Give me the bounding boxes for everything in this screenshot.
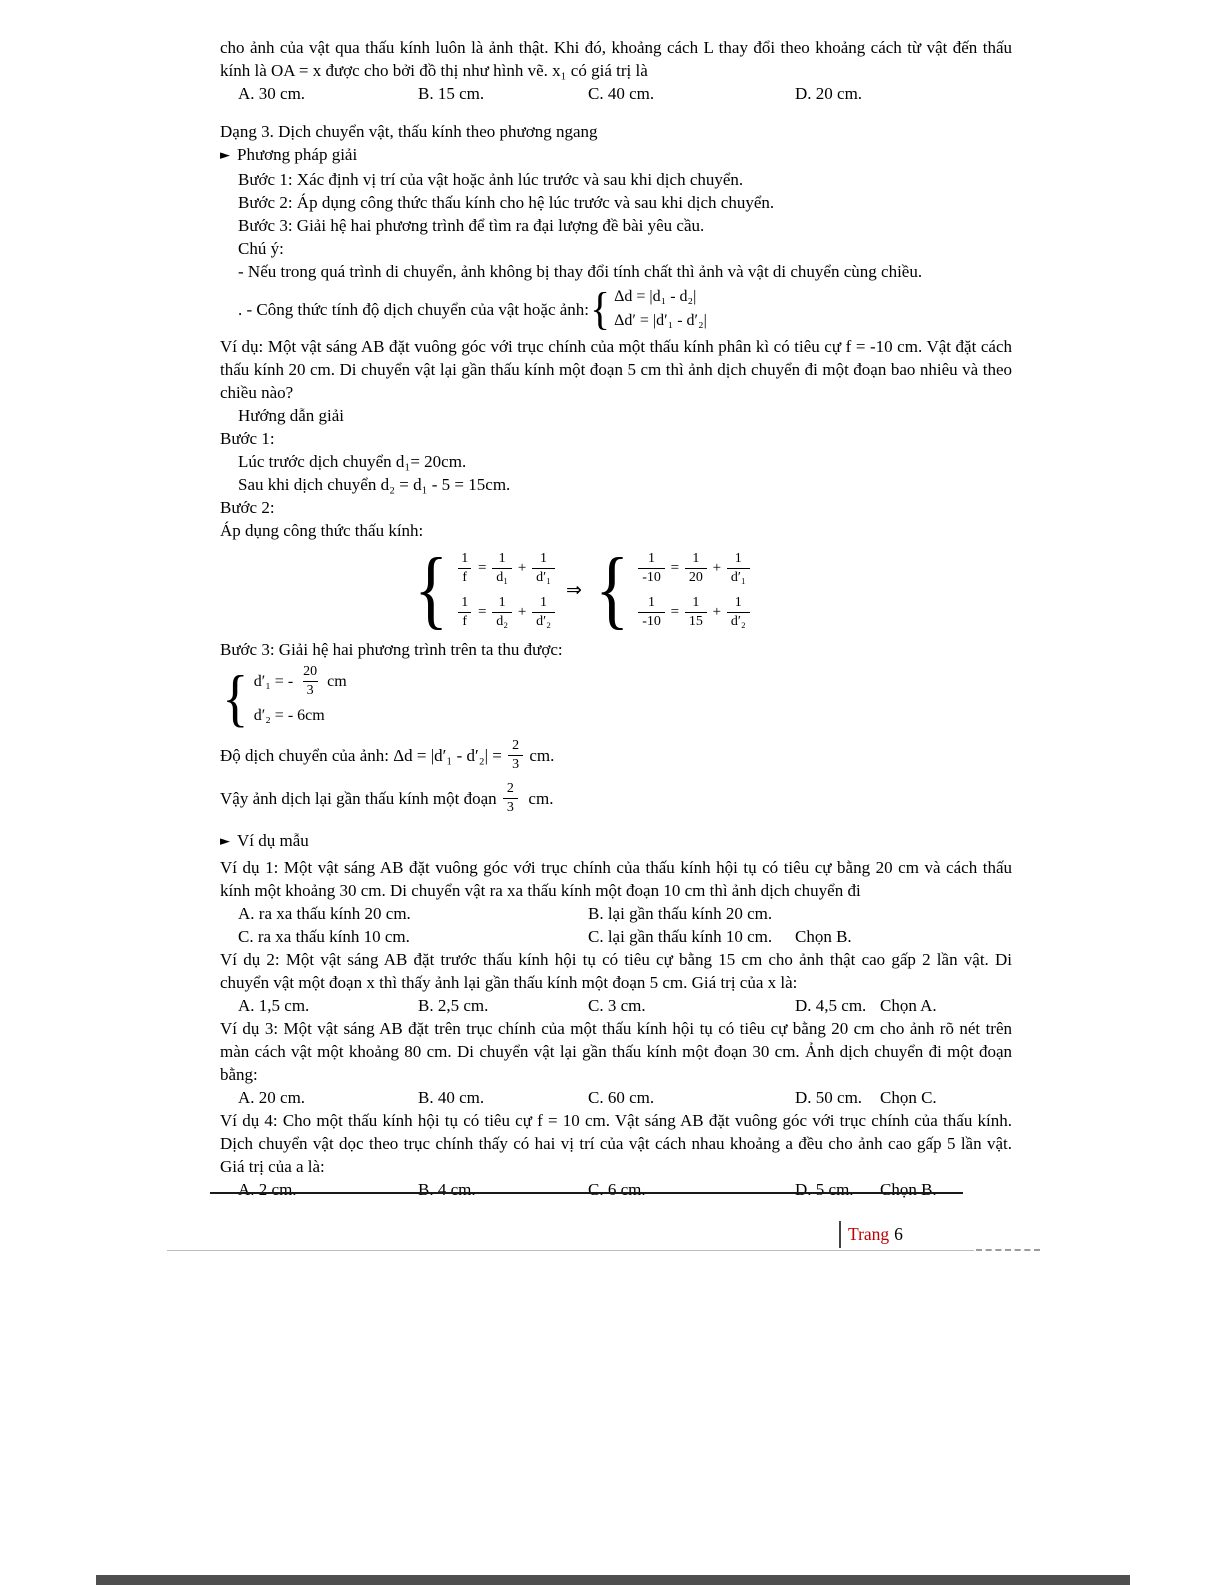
page-label: Trang — [848, 1224, 890, 1244]
option-c: C. 3 cm. — [588, 996, 646, 1015]
option-d: D. 5 cm. — [795, 1180, 854, 1199]
lens-equation-block — [410, 542, 1012, 638]
left-brace: { — [595, 541, 629, 638]
answer-choice: Chọn B. — [795, 927, 852, 946]
arrow-bullet-icon: ► — [220, 148, 230, 163]
guide-header: Hướng dẫn giải — [238, 406, 345, 425]
worked-problem: Ví dụ: Một vật sáng AB đặt vuông góc với trục chính của một thấu kính phân kì có tiêu cự f = -10 cm. Vật đặt cách thấu kính 20 cm. Di chuyển vật lại gần thấu kính một đoạn 5 cm thì ảnh dịch chuyển đi một đoạn bao nhiêu và theo chiều nào? — [220, 337, 1012, 402]
intro-option-row — [220, 82, 1012, 105]
option-a: A. ra xa thấu kính 20 cm. — [238, 904, 411, 923]
answer-choice: Chọn B. — [880, 1180, 937, 1199]
option-a: A. 20 cm. — [238, 1088, 306, 1107]
footer-rule — [210, 1192, 963, 1194]
image-shift-result: Độ dịch chuyển của ảnh: Δd = |d′₁ - d′₂| = $\frac{2}{3}$ cm. — [220, 738, 555, 772]
left-brace: { — [414, 541, 449, 638]
method-header — [220, 143, 1012, 168]
step2-intro: Áp dụng công thức thấu kính: — [220, 521, 424, 540]
left-brace: { — [590, 283, 611, 334]
delta-d-object-formula: Δd = |d₁ - d₂| — [614, 288, 697, 305]
method-step-2: Bước 2: Áp dụng công thức thấu kính cho hệ lúc trước và sau khi dịch chuyển. — [238, 193, 775, 212]
implies-arrow: ⇒ — [566, 578, 582, 601]
option-d: D. 4,5 cm. — [795, 996, 867, 1015]
lens-eq-2: $\frac{1}{f}$ = $\frac{1}{\text{d₂}}$ + $\frac{1}{\text{d′₂}}$ — [452, 590, 557, 634]
option-b: B. 4 cm. — [418, 1180, 476, 1199]
shift-formula-system — [589, 285, 707, 333]
spacer — [220, 105, 1012, 120]
note-label: Chú ý: — [238, 239, 284, 258]
note-text: - Nếu trong quá trình di chuyển, ảnh không bị thay đổi tính chất thì ảnh và vật di chuyển cùng chiều. — [238, 262, 923, 281]
example4-options — [220, 1178, 1012, 1201]
solution-d2: d′₂ = - 6cm — [253, 706, 325, 724]
example2-text: Ví dụ 2: Một vật sáng AB đặt trước thấu kính hội tụ có tiêu cự bằng 15 cm cho ảnh thật cao gấp 2 lần vật. Di chuyển vật một đoạn x thì thấy ảnh lại gần thấu kính một đoạn 5 cm. Giá trị của x là: — [220, 950, 1012, 992]
page-boundary-line — [167, 1250, 974, 1251]
delta-d-image-formula: Δd′ = |d′₁ - d′₂| — [614, 312, 707, 329]
intro-paragraph: cho ảnh của vật qua thấu kính luôn là ảnh thật. Khi đó, khoảng cách L thay đổi theo khoảng cách từ vật đến thấu kính là OA = x được cho bởi đồ thị như hình vẽ. x₁ có giá trị là — [220, 38, 1012, 80]
example3-options — [220, 1086, 1012, 1109]
method-title: Phương pháp giải — [237, 145, 358, 164]
option-c: C. ra xa thấu kính 10 cm. — [238, 927, 410, 946]
option-a: A. 30 cm. — [238, 84, 306, 103]
option-b: B. lại gần thấu kính 20 cm. — [588, 904, 773, 923]
option-b: B. 15 cm. — [418, 84, 485, 103]
lens-system-symbolic — [410, 541, 557, 638]
shift-formula-row — [220, 283, 1012, 335]
step1-label: Bước 1: — [220, 429, 275, 448]
example4-text: Ví dụ 4: Cho một thấu kính hội tụ có tiêu cự f = 10 cm. Vật sáng AB đặt vuông góc với trục chính của thấu kính. Dịch chuyển vật dọc theo trục chính thấy có hai vị trí của vật cách nhau khoảng a đều cho ảnh cao gấp 5 lần vật. Giá trị của a là: — [220, 1111, 1012, 1176]
lens-system-numeric — [591, 541, 752, 638]
example1-options-row2 — [220, 925, 1012, 948]
page-number — [839, 1221, 903, 1248]
lens-eq-3: $\frac{1}{-10}$ = $\frac{1}{20}$ + $\frac{1}{\text{d′₁}}$ — [633, 546, 752, 590]
option-a: A. 2 cm. — [238, 1180, 297, 1199]
option-d: C. lại gần thấu kính 10 cm. — [588, 927, 773, 946]
option-a: A. 1,5 cm. — [238, 996, 310, 1015]
page-content — [220, 36, 1012, 1201]
page-number-separator — [839, 1221, 841, 1248]
left-brace: { — [222, 662, 249, 733]
method-step-1: Bước 1: Xác định vị trí của vật hoặc ảnh lúc trước và sau khi dịch chuyển. — [238, 170, 744, 189]
step3-label: Bước 3: Giải hệ hai phương trình trên ta thu được: — [220, 640, 563, 659]
lens-eq-4: $\frac{1}{-10}$ = $\frac{1}{15}$ + $\frac{1}{\text{d′₂}}$ — [633, 590, 752, 634]
examples-title: Ví dụ mẫu — [237, 831, 309, 850]
examples-header — [220, 829, 1012, 854]
example2-options — [220, 994, 1012, 1017]
option-c: C. 60 cm. — [588, 1088, 655, 1107]
option-b: B. 2,5 cm. — [418, 996, 489, 1015]
answer-choice: Chọn A. — [880, 996, 937, 1015]
option-c: C. 40 cm. — [588, 84, 655, 103]
example1-options-row1 — [220, 902, 1012, 925]
option-d: D. 50 cm. — [795, 1088, 863, 1107]
option-d: D. 20 cm. — [795, 84, 863, 103]
option-b: B. 40 cm. — [418, 1088, 485, 1107]
solution-d1: d′₁ = - $\frac{20}{3}$ cm — [253, 664, 347, 698]
page-value: 6 — [894, 1224, 903, 1244]
lens-eq-1: $\frac{1}{f}$ = $\frac{1}{\text{d₁}}$ + $\frac{1}{\text{d′₁}}$ — [452, 546, 557, 590]
answer-choice: Chọn C. — [880, 1088, 937, 1107]
section-title: Dạng 3. Dịch chuyển vật, thấu kính theo phương ngang — [220, 122, 598, 141]
step2-label: Bước 2: — [220, 498, 275, 517]
step1-line-after: Sau khi dịch chuyển d₂ = d₁ - 5 = 15cm. — [238, 475, 511, 494]
example1-text: Ví dụ 1: Một vật sáng AB đặt vuông góc với trục chính của thấu kính hội tụ có tiêu cự bằng 20 cm và cách thấu kính một khoảng 30 cm. Di chuyển vật ra xa thấu kính một đoạn 10 cm thì ảnh dịch chuyển đi — [220, 858, 1012, 900]
step1-line-before: Lúc trước dịch chuyển d₁= 20cm. — [238, 452, 467, 471]
example3-text: Ví dụ 3: Một vật sáng AB đặt trên trục chính của một thấu kính hội tụ có tiêu cự bằng 20 cm cho ảnh rõ nét trên màn cách vật một khoảng 80 cm. Di chuyển vật lại gần thấu kính một đoạn 30 cm. Ảnh dịch chuyển đi một đoạn bằng: — [220, 1019, 1012, 1084]
solution-system — [220, 663, 347, 733]
conclusion-line: Vậy ảnh dịch lại gần thấu kính một đoạn $\frac{2}{3}$ cm. — [220, 781, 554, 815]
option-c: C. 6 cm. — [588, 1180, 646, 1199]
next-page-edge — [96, 1575, 1130, 1585]
shift-formula-label: . - Công thức tính độ dịch chuyển của vật hoặc ảnh: — [238, 299, 590, 319]
arrow-bullet-icon: ► — [220, 834, 230, 849]
page-boundary-dashes — [976, 1249, 1040, 1251]
method-step-3: Bước 3: Giải hệ hai phương trình để tìm ra đại lượng đề bài yêu cầu. — [238, 216, 705, 235]
